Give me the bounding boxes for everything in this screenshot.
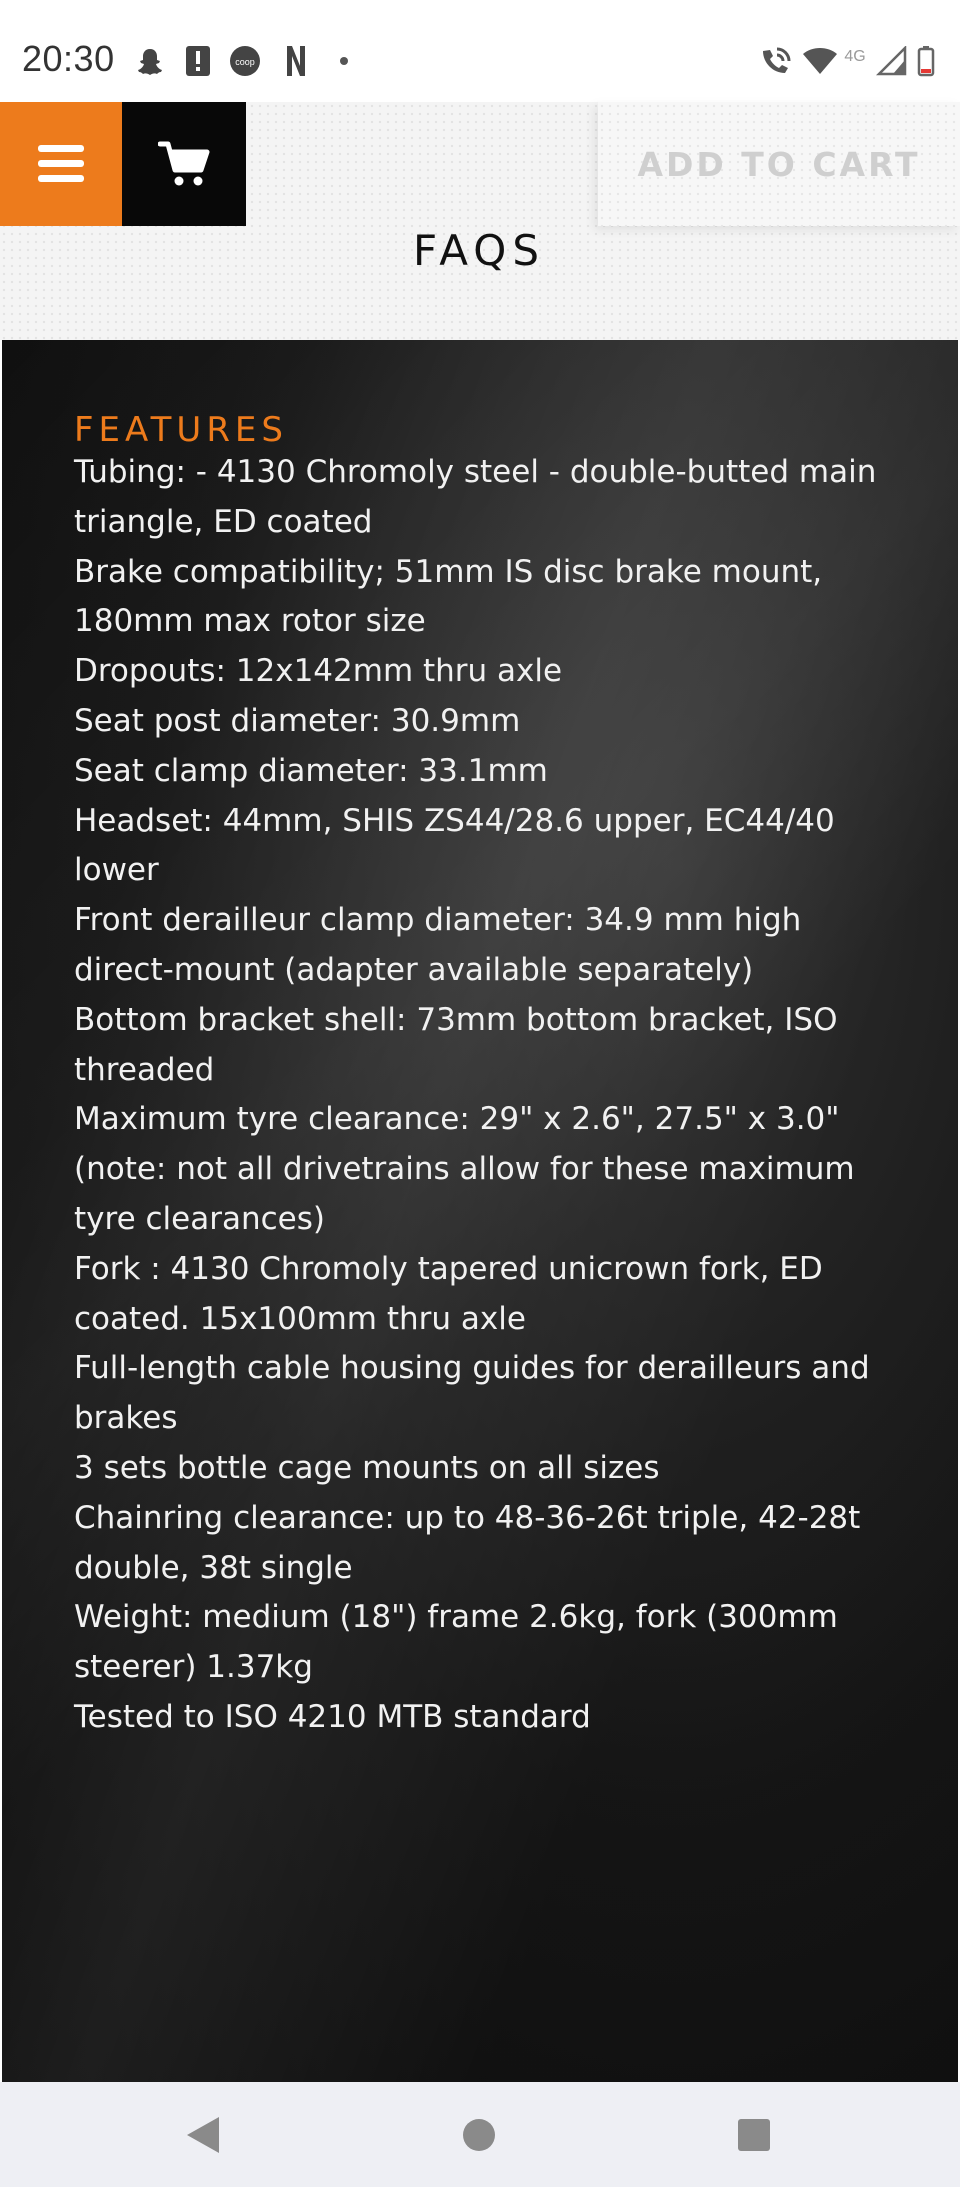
feature-item: Tubing: - 4130 Chromoly steel - double-butted main triangle, ED coated <box>74 454 877 540</box>
feature-item: Headset: 44mm, SHIS ZS44/28.6 upper, EC44/40 lower <box>74 802 835 889</box>
wifi-icon <box>800 44 840 78</box>
faqs-tab-label: FAQS <box>412 226 545 275</box>
menu-button[interactable] <box>0 102 122 226</box>
status-bar <box>0 0 960 102</box>
feature-item: Weight: medium (18") frame 2.6kg, fork (300mm steerer) 1.37kg <box>74 1599 838 1686</box>
hamburger-menu-icon <box>36 143 86 185</box>
site-header <box>0 102 960 340</box>
feature-item: Brake compatibility; 51mm IS disc brake mount, 180mm max rotor size <box>74 553 823 640</box>
back-triangle-icon <box>185 2115 221 2155</box>
feature-item: Bottom bracket shell: 73mm bottom bracket, ISO threaded <box>74 1001 838 1088</box>
features-list <box>74 448 894 1743</box>
svg-text:coop: coop <box>235 57 255 67</box>
snapchat-icon <box>134 44 166 78</box>
feature-item: Fork : 4130 Chromoly tapered unicrown fork, ED coated. 15x100mm thru axle <box>74 1250 823 1337</box>
faqs-tab[interactable] <box>0 226 960 275</box>
home-circle-icon <box>461 2117 497 2153</box>
feature-item: Tested to ISO 4210 MTB standard <box>74 1698 591 1735</box>
alert-icon <box>182 44 214 78</box>
recent-apps-button[interactable] <box>731 2112 777 2158</box>
netflix-icon <box>282 44 310 78</box>
feature-item: Chainring clearance: up to 48-36-26t triple, 42-28t double, 38t single <box>74 1499 861 1586</box>
feature-item: Dropouts: 12x142mm thru axle <box>74 653 563 690</box>
feature-item: Front derailleur clamp diameter: 34.9 mm high direct-mount (adapter available separately) <box>74 902 802 988</box>
coop-icon <box>228 44 262 78</box>
feature-item: 3 sets bottle cage mounts on all sizes <box>74 1449 660 1486</box>
recent-apps-square-icon <box>736 2117 772 2153</box>
battery-low-icon <box>914 44 938 78</box>
cart-button[interactable] <box>122 102 246 226</box>
network-type-label: 4G <box>844 48 866 65</box>
feature-item: Full-length cable housing guides for derailleurs and brakes <box>74 1350 870 1437</box>
dot-icon <box>334 44 354 78</box>
feature-item: Maximum tyre clearance: 29" x 2.6", 27.5" x 3.0" (note: not all drivetrains allow for these maximum tyre clearances) <box>74 1101 855 1237</box>
navigation-bar <box>0 2082 960 2187</box>
signal-icon <box>872 44 910 78</box>
features-heading: FEATURES <box>74 410 289 450</box>
shopping-cart-icon <box>158 140 210 188</box>
add-to-cart-button[interactable]: ADD TO CART <box>598 102 960 226</box>
status-time: 20:30 <box>22 38 115 79</box>
home-button[interactable] <box>456 2112 502 2158</box>
feature-item: Seat clamp diameter: 33.1mm <box>74 752 548 789</box>
features-panel <box>2 340 958 2082</box>
back-button[interactable] <box>180 2112 226 2158</box>
phone-wifi-icon <box>756 44 796 78</box>
feature-item: Seat post diameter: 30.9mm <box>74 702 521 739</box>
